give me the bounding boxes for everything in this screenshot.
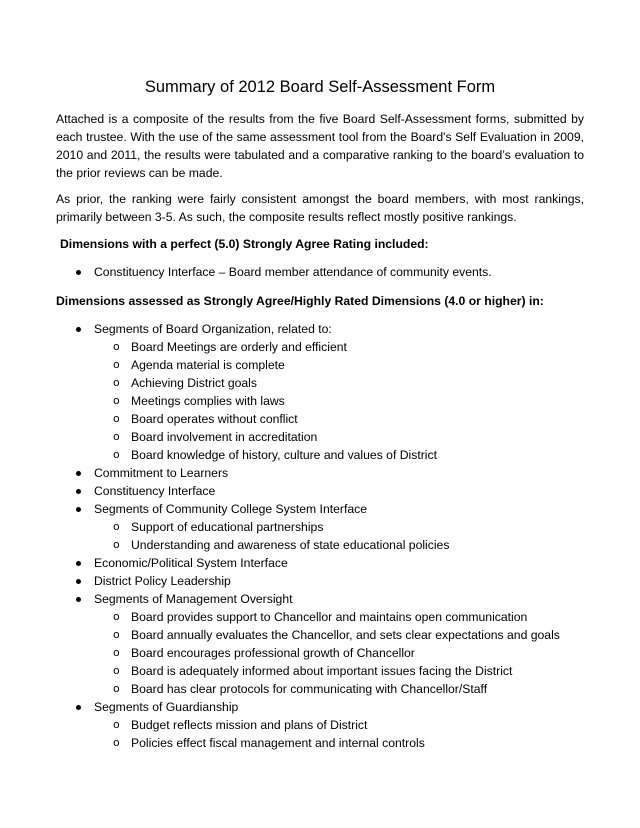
- list-item-text: Segments of Community College System Interface: [94, 502, 367, 516]
- bullet-disc-icon: [76, 507, 81, 512]
- bullet-circle-icon: o: [113, 412, 120, 425]
- high-list-item: [0, 698, 640, 716]
- high-list-item: [0, 590, 640, 608]
- intro-paragraph: Attached is a composite of the results from the five Board Self-Assessment forms, submitted by each trustee. With the use of the same assessment tool from the Board's Self Evaluation in 2009, 2010 and 2011, the results were tabulated and a comparative ranking to the board’s evaluation to the prior reviews can be made.: [56, 112, 584, 180]
- bullet-circle-icon: o: [113, 448, 120, 461]
- bullet-disc-icon: [76, 471, 81, 476]
- high-list-item: [0, 572, 640, 590]
- list-item-text: Constituency Interface – Board member attendance of community events.: [94, 265, 492, 279]
- bullet-disc-icon: [76, 579, 81, 584]
- bullet-circle-icon: o: [113, 538, 120, 551]
- bullet-disc-icon: [76, 270, 81, 275]
- list-item-text: Segments of Guardianship: [94, 700, 239, 714]
- bullet-disc-icon: [76, 561, 81, 566]
- high-sub-item: [0, 536, 640, 554]
- high-sub-item: [0, 680, 640, 698]
- high-sub-item: [0, 428, 640, 446]
- sub-item-text: Budget reflects mission and plans of District: [131, 718, 368, 732]
- perfect-rating-heading: Dimensions with a perfect (5.0) Strongly Agree Rating included:: [60, 237, 429, 251]
- bullet-circle-icon: o: [113, 646, 120, 659]
- high-list-item: [0, 464, 640, 482]
- high-sub-item: [0, 356, 640, 374]
- high-list-item: [0, 320, 640, 338]
- high-sub-item: [0, 338, 640, 356]
- bullet-circle-icon: o: [113, 340, 120, 353]
- bullet-circle-icon: o: [113, 718, 120, 731]
- high-sub-item: [0, 608, 640, 626]
- high-sub-item: [0, 626, 640, 644]
- sub-item-text: Policies effect fiscal management and internal controls: [131, 736, 425, 750]
- bullet-circle-icon: o: [113, 520, 120, 533]
- sub-item-text: Support of educational partnerships: [131, 520, 324, 534]
- bullet-circle-icon: o: [113, 376, 120, 389]
- ranking-paragraph: As prior, the ranking were fairly consistent amongst the board members, with most rankings, primarily between 3-5. As such, the composite results reflect mostly positive rankings.: [56, 192, 584, 224]
- sub-item-text: Board encourages professional growth of Chancellor: [131, 646, 415, 660]
- sub-item-text: Board is adequately informed about important issues facing the District: [131, 664, 513, 678]
- page-title: Summary of 2012 Board Self-Assessment Form: [144, 78, 496, 96]
- bullet-circle-icon: o: [113, 682, 120, 695]
- high-rating-list: [0, 320, 640, 752]
- bullet-circle-icon: o: [113, 736, 120, 749]
- high-sub-item: [0, 392, 640, 410]
- list-item-text: Constituency Interface: [94, 484, 216, 498]
- sub-item-text: Board involvement in accreditation: [131, 430, 318, 444]
- perfect-list-item: [0, 263, 640, 281]
- sub-item-text: Agenda material is complete: [131, 358, 285, 372]
- high-list-item: [0, 554, 640, 572]
- high-sub-item: [0, 734, 640, 752]
- bullet-disc-icon: [76, 705, 81, 710]
- bullet-circle-icon: o: [113, 610, 120, 623]
- perfect-rating-list: [0, 263, 640, 281]
- sub-item-text: Meetings complies with laws: [131, 394, 285, 408]
- list-item-text: Segments of Management Oversight: [94, 592, 293, 606]
- list-item-text: Economic/Political System Interface: [94, 556, 288, 570]
- bullet-circle-icon: o: [113, 394, 120, 407]
- high-rating-heading: Dimensions assessed as Strongly Agree/Highly Rated Dimensions (4.0 or higher) in:: [56, 294, 544, 308]
- high-sub-item: [0, 374, 640, 392]
- list-item-text: District Policy Leadership: [94, 574, 231, 588]
- sub-item-text: Board provides support to Chancellor and maintains open communication: [131, 610, 528, 624]
- bullet-disc-icon: [76, 597, 81, 602]
- high-sub-item: [0, 662, 640, 680]
- high-sub-item: [0, 716, 640, 734]
- sub-item-text: Board operates without conflict: [131, 412, 298, 426]
- sub-item-text: Board annually evaluates the Chancellor, and sets clear expectations and goals: [131, 628, 560, 642]
- high-sub-item: [0, 410, 640, 428]
- sub-item-text: Board has clear protocols for communicating with Chancellor/Staff: [131, 682, 488, 696]
- high-list-item: [0, 500, 640, 518]
- sub-item-text: Achieving District goals: [131, 376, 257, 390]
- bullet-circle-icon: o: [113, 430, 120, 443]
- bullet-circle-icon: o: [113, 664, 120, 677]
- bullet-circle-icon: o: [113, 628, 120, 641]
- bullet-disc-icon: [76, 327, 81, 332]
- sub-item-text: Board Meetings are orderly and efficient: [131, 340, 347, 354]
- high-sub-item: [0, 446, 640, 464]
- high-list-item: [0, 482, 640, 500]
- bullet-circle-icon: o: [113, 358, 120, 371]
- sub-item-text: Understanding and awareness of state educational policies: [131, 538, 450, 552]
- high-sub-item: [0, 644, 640, 662]
- bullet-disc-icon: [76, 489, 81, 494]
- list-item-text: Commitment to Learners: [94, 466, 229, 480]
- sub-item-text: Board knowledge of history, culture and values of District: [131, 448, 437, 462]
- high-sub-item: [0, 518, 640, 536]
- list-item-text: Segments of Board Organization, related to:: [94, 322, 332, 336]
